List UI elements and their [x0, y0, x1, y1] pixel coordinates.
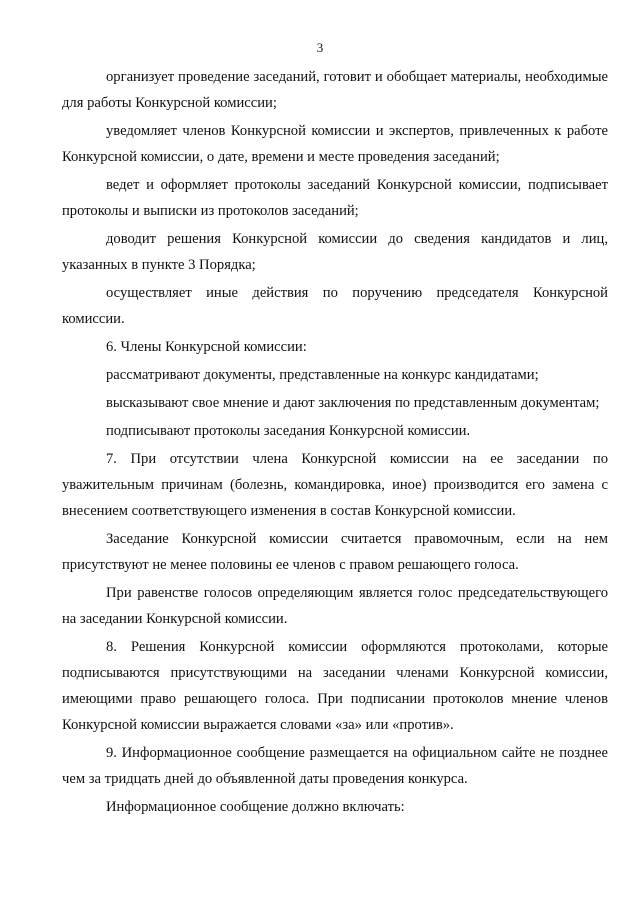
paragraph-item-7: 7. При отсутствии члена Конкурсной комиссии на ее заседании по уважительным причинам (болезнь, командировка, иное) производится его замена с внесением соответствующего изменения в состав Конкурсной комиссии. — [62, 451, 608, 519]
paragraph-other-actions: осуществляет иные действия по поручению председателя Конкурсной комиссии. — [62, 285, 608, 327]
paragraph-communicate-decisions: доводит решения Конкурсной комиссии до сведения кандидатов и лиц, указанных в пункте 3 Порядка; — [62, 231, 608, 273]
paragraph-express-opinion: высказывают свое мнение и дают заключения по представленным документам; — [106, 395, 600, 411]
paragraph-tie-vote: При равенстве голосов определяющим является голос председательствующего на заседании Конкурсной комиссии. — [62, 585, 608, 627]
paragraph-organize-meetings: организует проведение заседаний, готовит и обобщает материалы, необходимые для работы Конкурсной комиссии; — [62, 69, 608, 111]
paragraph-notify-members: уведомляет членов Конкурсной комиссии и экспертов, привлеченных к работе Конкурсной комиссии, о дате, времени и месте проведения заседаний; — [62, 123, 608, 165]
paragraph-sign-protocols: подписывают протоколы заседания Конкурсной комиссии. — [106, 423, 471, 439]
paragraph-item-8: 8. Решения Конкурсной комиссии оформляются протоколами, которые подписываются присутствующими на заседании членами Конкурсной комиссии, имеющими право решающего голоса. При подписании протоколов мнение членов Конкурсной комиссии выражается словами «за» или «против». — [62, 639, 608, 733]
paragraph-item-9: 9. Информационное сообщение размещается на официальном сайте не позднее чем за тридцать дней до объявленной даты проведения конкурса. — [62, 745, 608, 787]
paragraph-review-documents: рассматривают документы, представленные на конкурс кандидатами; — [106, 367, 539, 383]
paragraph-quorum: Заседание Конкурсной комиссии считается правомочным, если на нем присутствуют не менее половины ее членов с правом решающего голоса. — [62, 531, 608, 573]
document-body — [62, 64, 608, 822]
page-number: 3 — [316, 40, 324, 55]
paragraph-keep-protocols: ведет и оформляет протоколы заседаний Конкурсной комиссии, подписывает протоколы и выписки из протоколов заседаний; — [62, 177, 608, 219]
paragraph-announcement-contents: Информационное сообщение должно включать: — [106, 799, 405, 815]
paragraph-item-6: 6. Члены Конкурсной комиссии: — [106, 339, 307, 355]
